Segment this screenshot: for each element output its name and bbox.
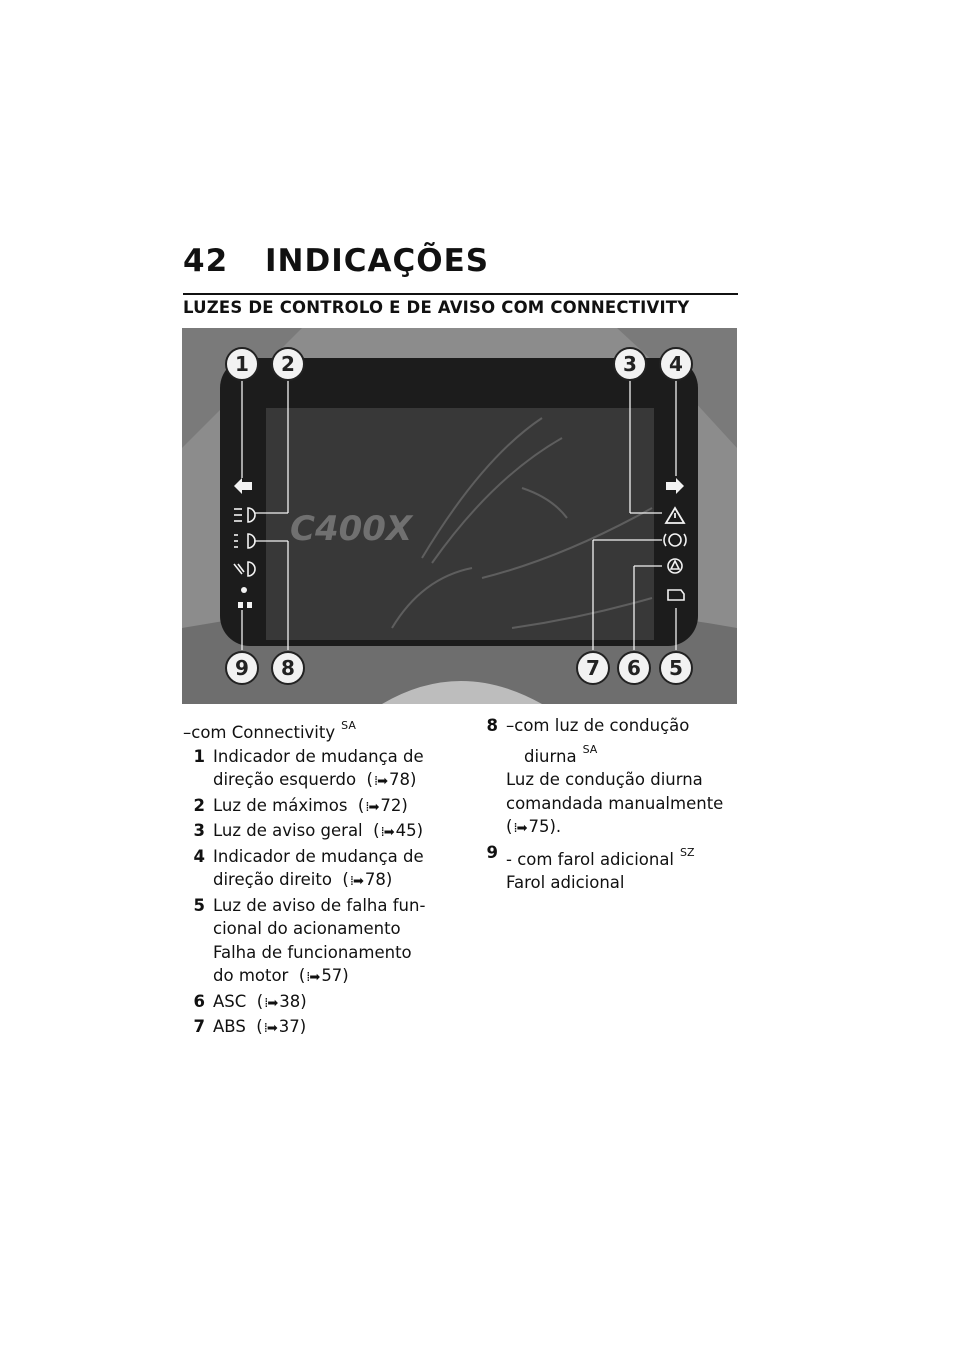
legend-item-2: 2 Luz de máximos (⁞➡ 72) — [183, 794, 453, 820]
chapter-name: INDICAÇÕES — [265, 243, 490, 279]
callout-1 — [226, 348, 258, 380]
page-ref-arrow-icon: ⁞➡ — [263, 1021, 277, 1036]
svg-text:7: 7 — [586, 656, 600, 680]
sa-superscript: SA — [341, 719, 356, 732]
svg-text:5: 5 — [669, 656, 683, 680]
callout-3 — [614, 348, 646, 380]
page-ref-arrow-icon: ⁞➡ — [264, 995, 278, 1011]
page-ref-arrow-icon: ⁞➡ — [373, 774, 388, 789]
header-rule — [183, 293, 738, 295]
callout-8 — [272, 652, 304, 684]
callout-6 — [618, 652, 650, 684]
callout-2 — [272, 348, 304, 380]
legend-item-6: 6 ASC (⁞➡ 38) — [183, 990, 453, 1016]
sz-superscript: SZ — [680, 845, 695, 859]
legend-item-7: 7 ABS (⁞➡ 37) — [183, 1015, 453, 1041]
svg-text:9: 9 — [235, 656, 249, 680]
legend-item-5: 5 Luz de aviso de falha fun- cional do acionamento Falha de funcionamento do motor (⁞➡ 57) — [183, 894, 453, 990]
svg-text:2: 2 — [281, 352, 295, 376]
cluster-logo: C400X — [290, 509, 413, 549]
page-ref-arrow-icon: ⁞➡ — [365, 799, 379, 815]
page-ref-arrow-icon: ⁞➡ — [306, 970, 320, 985]
svg-text:1: 1 — [235, 352, 249, 376]
page-ref-arrow-icon: ⁞➡ — [380, 825, 394, 840]
legend-item-8: 8 –com luz de condução diurna $^{SA}$ Luz de condução diurna comandada manualmente (⁞➡ 75). — [476, 714, 746, 841]
instrument-cluster-figure — [182, 328, 737, 704]
svg-text:4: 4 — [669, 352, 683, 376]
section-title: LUZES DE CONTROLO E DE AVISO COM CONNECTIVITY — [183, 298, 690, 317]
legend-item-9: 9 - com farol adicional $^{SZ}$ Farol adicional — [486, 842, 695, 892]
chapter-title — [183, 243, 738, 279]
callout-7 — [577, 652, 609, 684]
connectivity-heading: –com Connectivity $^{SA}$ — [183, 719, 356, 742]
cluster-illustration — [182, 328, 737, 704]
sa-superscript: SA — [582, 742, 598, 756]
page-number: 42 — [183, 243, 229, 279]
callout-4 — [660, 348, 692, 380]
additional-lamp-icon — [241, 587, 247, 593]
legend-left-column — [183, 714, 453, 1041]
legend-item-3: 3 Luz de aviso geral (⁞➡ 45) — [183, 819, 453, 845]
callout-5 — [660, 652, 692, 684]
svg-text:8: 8 — [281, 656, 295, 680]
callout-9 — [226, 652, 258, 684]
svg-text:6: 6 — [627, 656, 641, 680]
legend-item-4: 4 Indicador de mudança de direção direito (⁞➡ 78) — [183, 845, 453, 894]
chapter-header — [183, 243, 738, 279]
page-ref-arrow-icon: ⁞➡ — [349, 874, 363, 889]
legend-item-1: 1 Indicador de mudança de direção esquerdo (⁞➡ 78) — [183, 745, 453, 794]
page-ref-arrow-icon: ⁞➡ — [513, 821, 527, 836]
svg-text:3: 3 — [623, 352, 637, 376]
legend-right-column — [476, 714, 746, 895]
